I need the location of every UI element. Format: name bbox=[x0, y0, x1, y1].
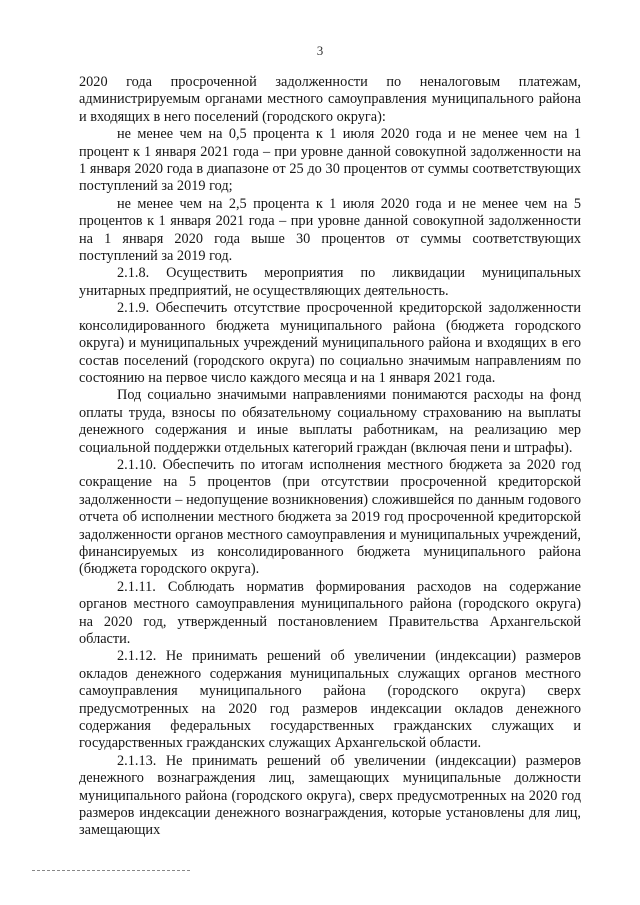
paragraph-reduction-2-5: не менее чем на 2,5 процента к 1 июля 2020 года и не менее чем на 5 процентов к 1 января 2021 года – при уровне данной совокупной задолженности на 1 января 2020 года выше 30 процентов от суммы соответствующих поступлений за 2019 год. bbox=[79, 195, 581, 265]
paragraph-2-1-10: 2.1.10. Обеспечить по итогам исполнения местного бюджета за 2020 год сокращение на 5 процентов (при отсутствии просроченной кредиторской задолженности – недопущение возникновения) сложившейся по данным годового отчета об исполнении местного бюджета за 2019 год просроченной кредиторской задолженности органов местного самоуправления и муниципальных учреждений, финансируемых из консолидированного бюджета муниципального района (бюджета городского округа). bbox=[79, 456, 581, 578]
paragraph-reduction-0-5: не менее чем на 0,5 процента к 1 июля 2020 года и не менее чем на 1 процент к 1 января 2021 года – при уровне данной совокупной задолженности на 1 января 2020 года в диапазоне от 25 до 30 процентов от суммы соответствующих поступлений за 2019 год; bbox=[79, 126, 581, 195]
paragraph-2-1-9: 2.1.9. Обеспечить отсутствие просроченной кредиторской задолженности консолидированного бюджета муниципального района (бюджета городского округа) и муниципальных учреждений муниципального района и входящих в его состав поселений (городского округа) по социально значимым направлениям по состоянию на первое число каждого месяца и на 1 января 2021 года. bbox=[79, 300, 581, 386]
paragraph-2-1-11: 2.1.11. Соблюдать норматив формирования расходов на содержание органов местного самоуправления муниципального района (городского округа) на 2020 год, утвержденный постановлением Правительства Архангельской области. bbox=[79, 578, 581, 647]
document-body bbox=[79, 74, 581, 840]
paragraph-2-1-12: 2.1.12. Не принимать решений об увеличении (индексации) размеров окладов денежного содержания муниципальных служащих органов местного самоуправления муниципального района (городского округа) сверх предусмотренных на 2020 год размеров индексации окладов денежного содержания федеральных государственных гражданских служащих и государственных гражданских служащих Архангельской области. bbox=[79, 648, 581, 752]
paragraph-social-directions: Под социально значимыми направлениями понимаются расходы на фонд оплаты труда, взносы по обязательному социальному страхованию на выплаты денежного содержания и иные выплаты работникам, на реализацию мер социальной поддержки отдельных категорий граждан (включая пени и штрафы). bbox=[79, 387, 581, 456]
footer-divider bbox=[32, 870, 190, 871]
paragraph-2-1-13: 2.1.13. Не принимать решений об увеличении (индексации) размеров денежного вознаграждения лиц, замещающих муниципальные должности муниципального района (городского округа), сверх предусмотренных на 2020 год размеров индексации денежного вознаграждения, которые установлены для лиц, замещающих bbox=[79, 752, 581, 839]
paragraph-2-1-8: 2.1.8. Осуществить мероприятия по ликвидации муниципальных унитарных предприятий, не осуществляющих деятельность. bbox=[79, 265, 581, 299]
paragraph-continuation: 2020 года просроченной задолженности по неналоговым платежам, администрируемым органами местного самоуправления муниципального района и входящих в него поселений (городского округа): bbox=[79, 74, 581, 125]
page-number: 3 bbox=[316, 43, 324, 58]
